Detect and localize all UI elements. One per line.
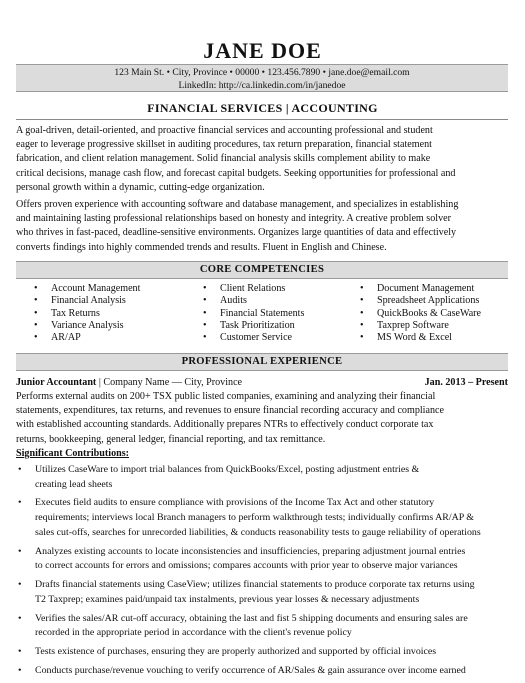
competency-item: • Financial Statements [203,307,305,319]
contribution-item: • Verifies the sales/AR cut-off accuracy, obtaining the last and fist 5 shipping documents and ensuring sales are recorded in the appropriate period in accordance with the client's revenue policy [18,612,468,639]
competency-item: • Audits [203,295,247,307]
bullet-icon: • [34,295,38,307]
competency-item: • Financial Analysis [34,295,126,307]
candidate-name: JANE DOE [203,38,322,63]
contribution-item: • Executes field audits to ensure compliance with provisions of the Income Tax Act and other statutory requirements; interviews local Branch managers to perform walkthrough tests; individually confirms AR/AP & sales cut-offs, searches for unrecorded liabilities, & conducts reasonability tests to gauge reliability of operations [18,497,481,538]
job-description-line: statements, expenditures, tax returns, and revenues to ensure financial recording accuracy and compliance [16,405,444,417]
bullet-icon: • [34,283,38,294]
summary-paragraph-1 [16,124,508,195]
contribution-item: • Tests existence of purchases, ensuring they are properly authorized and supported by official invoices [16,645,508,660]
summary-line: personal growth within a dynamic, cutting-edge organization. [16,181,265,193]
contributions-list [16,463,508,683]
competency-item: • Task Prioritization [203,319,295,331]
competencies-column-1 [34,283,140,344]
contact-address-line: 123 Main St. • City, Province • 00000 • 123.456.7890 • jane.doe@email.com [114,67,410,78]
contribution-item: • Analyzes existing accounts to locate inconsistencies and insufficiencies, preparing adjustment journal entries to correct accounts for errors and omissions; compares accounts with prior year to observe major variances [18,545,466,572]
contact-linkedin[interactable]: LinkedIn: http://ca.linkedin.com/in/janedoe [178,80,346,91]
professional-experience-heading: PROFESSIONAL EXPERIENCE [16,353,508,371]
bullet-icon: • [203,283,207,294]
summary-line: converts findings into highly commended trends and results. Fluent in English and Chinese. [16,241,387,253]
competency-item: • Client Relations [203,283,286,294]
job-description [16,390,508,447]
bullet-icon: • [360,283,364,294]
job-dates: Jan. 2013 – Present [424,377,508,388]
competency-item: • Tax Returns [34,307,100,319]
bullet-icon: • [18,464,22,475]
core-competencies-heading: CORE COMPETENCIES [16,261,508,279]
summary-line: critical decisions, manage cash flow, and forecast capital budgets. Seeking opportunities for professional and [16,167,456,179]
summary-line: fabrication, and client relation management. Solid financial analysis skills complement ability to make [16,153,431,165]
headline-divider [16,119,508,120]
summary-line: A goal-driven, detail-oriented, and proactive financial services and accounting professional and student [16,125,433,136]
job-company: | Company Name — City, Province [96,377,243,388]
summary-line: and maintaining lasting professional relationships based on honesty and integrity. A creative problem solver [16,213,451,225]
competency-item: • Account Management [34,283,141,294]
bullet-icon: • [18,579,22,591]
bullet-icon: • [360,319,364,331]
competency-item: • QuickBooks & CaseWare [360,307,482,319]
bullet-icon: • [18,545,22,557]
bullet-icon: • [18,612,22,624]
bullet-icon: • [34,332,38,344]
bullet-icon: • [34,319,38,331]
competencies-column-2 [203,283,304,344]
competency-item: • Customer Service [203,332,293,344]
contribution-item: • Conducts purchase/revenue vouching to verify occurrence of AR/Sales & gain assurance over income earned [16,664,508,679]
bullet-icon: • [18,497,22,509]
bullet-icon: • [18,646,22,658]
bullet-icon: • [34,307,38,319]
summary-line: eager to leverage progressive skillset in auditing procedures, tax return preparation, financial statement [16,139,432,151]
bullet-icon: • [203,332,207,344]
bullet-icon: • [203,307,207,319]
bullet-icon: • [203,319,207,331]
job-description-line: Performs external audits on 200+ TSX public listed companies, examining and analyzing their financial [16,391,436,402]
job-position: Junior Accountant [16,377,97,388]
contribution-item: • Utilizes CaseWare to import trial balances from QuickBooks/Excel, posting adjustment entries & creating lead sheets [18,464,420,490]
competency-item: • Taxprep Software [360,319,449,331]
competency-item: • AR/AP [34,332,81,344]
competency-item: • MS Word & Excel [360,332,452,344]
competency-item: • Document Management [360,283,475,294]
bullet-icon: • [360,295,364,307]
competency-item: • Spreadsheet Applications [360,295,480,307]
competencies-column-3 [360,283,481,344]
significant-contributions-label: Significant Contributions: [16,448,130,459]
bullet-icon: • [18,664,22,676]
summary-line: Offers proven experience with accounting software and database management, and specializes in establishing [16,199,459,210]
summary-paragraph-2 [16,198,508,255]
bullet-icon: • [360,307,364,319]
bullet-icon: • [203,295,207,307]
contact-bar [16,64,508,92]
job-title-line [16,377,242,388]
job-description-line: with established accounting standards. Additionally prepares NTRs to effectively conduct corporate tax [16,419,434,431]
summary-line: who thrives in fast-paced, deadline-sensitive environments. Organizes large quantities of data and effectively [16,227,457,239]
professional-headline: FINANCIAL SERVICES | ACCOUNTING [147,101,378,115]
contribution-item: • Drafts financial statements using CaseView; utilizes financial statements to produce corporate tax returns using T2 Taxprep; examines paid/unpaid tax instalments, previous year losses & necessary adjustments [18,579,475,605]
job-description-line: returns, bookkeeping, general ledger, financial reporting, and tax remittance. [16,433,326,445]
competency-item: • Variance Analysis [34,319,124,331]
bullet-icon: • [360,332,364,344]
